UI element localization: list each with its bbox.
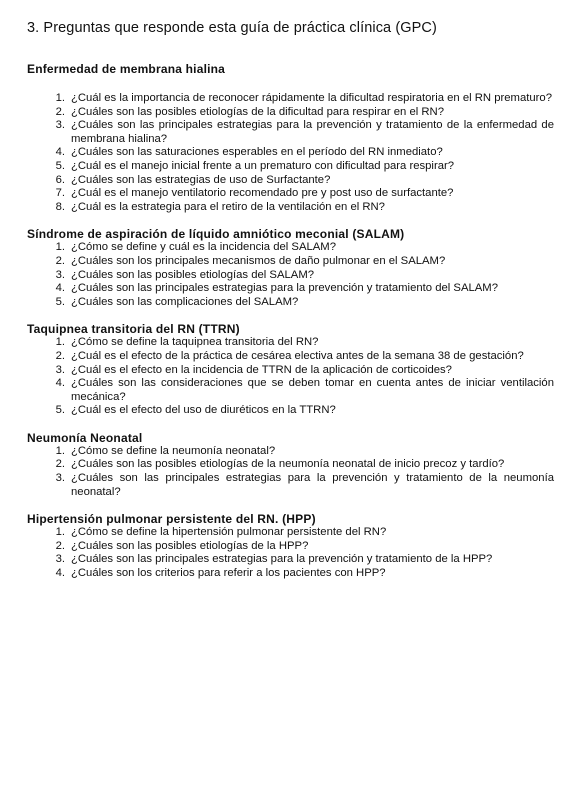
question-text: ¿Cómo se define la neumonía neonatal?: [71, 444, 276, 457]
question-item: [27, 146, 554, 160]
question-item: [27, 160, 554, 174]
question-number: 7.: [55, 187, 65, 200]
question-item: [27, 296, 554, 310]
question-text: ¿Cuál es la importancia de reconocer rápidamente la dificultad respiratoria en el RN prematuro?: [71, 92, 552, 104]
question-number: 1.: [55, 526, 65, 539]
question-number: 2.: [55, 458, 65, 471]
question-text: ¿Cuál es el manejo ventilatorio recomendado pre y post uso de surfactante?: [71, 187, 454, 200]
question-number: 3.: [55, 268, 65, 281]
question-number: 5.: [55, 295, 65, 308]
question-item: [27, 540, 554, 554]
question-number: 4.: [55, 567, 65, 580]
question-text: ¿Cuáles son las estrategias de uso de Surfactante?: [71, 173, 331, 186]
question-text: ¿Cuáles son los criterios para referir a los pacientes con HPP?: [71, 567, 386, 580]
question-item: [27, 404, 554, 418]
question-list: [27, 92, 554, 214]
question-item: [27, 174, 554, 188]
question-list: [27, 526, 554, 580]
question-item: [27, 567, 554, 581]
question-number: 2.: [55, 105, 65, 118]
question-text: ¿Cuáles son las principales estrategias para la prevención y tratamiento de la HPP?: [71, 553, 493, 566]
question-item: [27, 282, 554, 296]
question-list: [27, 336, 554, 418]
question-number: 1.: [55, 92, 65, 104]
question-number: 5.: [55, 404, 65, 417]
question-number: 4.: [55, 146, 65, 159]
question-text: ¿Cuáles son las principales estrategias para la prevención y tratamiento de la enfermedad de membrana hialina?: [71, 119, 554, 145]
question-item: [27, 255, 554, 269]
question-text: ¿Cuáles son las saturaciones esperables en el período del RN inmediato?: [71, 146, 443, 159]
question-number: 2.: [55, 254, 65, 267]
question-number: 3.: [55, 363, 65, 376]
question-text: ¿Cómo se define y cuál es la incidencia del SALAM?: [71, 241, 336, 254]
question-text: ¿Cuáles son las complicaciones del SALAM?: [71, 295, 299, 308]
question-text: ¿Cuáles son los principales mecanismos de daño pulmonar en el SALAM?: [71, 254, 446, 267]
question-item: [27, 553, 554, 567]
question-item: [27, 458, 554, 472]
question-number: 2.: [55, 349, 65, 362]
question-number: 5.: [55, 159, 65, 172]
question-text: ¿Cuál es el efecto en la incidencia de TTRN de la aplicación de corticoides?: [71, 363, 452, 376]
question-item: [27, 106, 554, 120]
question-text: ¿Cuáles son las principales estrategias para la prevención y tratamiento del SALAM?: [71, 282, 498, 295]
question-text: ¿Cuáles son las posibles etiologías de la HPP?: [71, 539, 309, 552]
question-text: ¿Cuál es el efecto de la práctica de cesárea electiva antes de la semana 38 de gestación?: [71, 349, 524, 362]
question-text: ¿Cuáles son las principales estrategias para la prevención y tratamiento de la neumonía neonatal?: [71, 472, 554, 498]
section-neumonia-neonatal: [27, 431, 554, 499]
question-number: 3.: [55, 553, 65, 566]
question-text: ¿Cuál es el manejo inicial frente a un prematuro con dificultad para respirar?: [71, 159, 455, 172]
question-item: [27, 187, 554, 201]
question-number: 4.: [55, 282, 65, 295]
question-number: 3.: [55, 119, 65, 132]
question-number: 6.: [55, 173, 65, 186]
question-text: ¿Cuál es la estrategia para el retiro de la ventilación en el RN?: [71, 200, 385, 213]
question-text: ¿Cómo se define la hipertensión pulmonar persistente del RN?: [71, 526, 387, 539]
question-item: [27, 241, 554, 255]
question-number: 2.: [55, 539, 65, 552]
section-ttrn: [27, 322, 554, 418]
section-heading: Hipertensión pulmonar persistente del RN. (HPP): [27, 512, 316, 527]
question-item: [27, 201, 554, 215]
question-number: 8.: [55, 200, 65, 213]
question-item: [27, 472, 554, 499]
question-text: ¿Cuáles son las posibles etiologías de la neumonía neonatal de inicio precoz y tardío?: [71, 458, 505, 471]
question-text: ¿Cuáles son las posibles etiologías de la dificultad para respirar en el RN?: [71, 105, 444, 118]
question-item: [27, 269, 554, 283]
section-hpp: [27, 512, 554, 580]
section-heading: Taquipnea transitoria del RN (TTRN): [27, 322, 240, 337]
question-number: 3.: [55, 472, 65, 485]
question-item: [27, 526, 554, 540]
question-item: [27, 364, 554, 378]
question-text: ¿Cuál es el efecto del uso de diuréticos en la TTRN?: [71, 404, 336, 417]
question-number: 4.: [55, 377, 65, 390]
section-heading: Síndrome de aspiración de líquido amniótico meconial (SALAM): [27, 227, 405, 242]
question-item: [27, 92, 554, 106]
question-list: [27, 241, 554, 309]
section-heading: Enfermedad de membrana hialina: [27, 62, 226, 76]
question-text: ¿Cómo se define la taquipnea transitoria del RN?: [71, 336, 319, 349]
question-number: 1.: [55, 336, 65, 349]
section-membrana-hialina: [27, 62, 554, 214]
page-title: 3. Preguntas que responde esta guía de práctica clínica (GPC): [27, 20, 437, 36]
question-text: ¿Cuáles son las posibles etiologías del SALAM?: [71, 268, 315, 281]
section-heading: Neumonía Neonatal: [27, 430, 143, 445]
question-item: [27, 377, 554, 404]
question-item: [27, 119, 554, 146]
question-list: [27, 445, 554, 499]
question-number: 1.: [55, 444, 65, 457]
question-number: 1.: [55, 241, 65, 254]
question-text: ¿Cuáles son las consideraciones que se deben tomar en cuenta antes de iniciar ventilación mecánica?: [71, 377, 554, 403]
question-item: [27, 445, 554, 459]
question-item: [27, 336, 554, 350]
section-salam: [27, 227, 554, 309]
question-item: [27, 350, 554, 364]
